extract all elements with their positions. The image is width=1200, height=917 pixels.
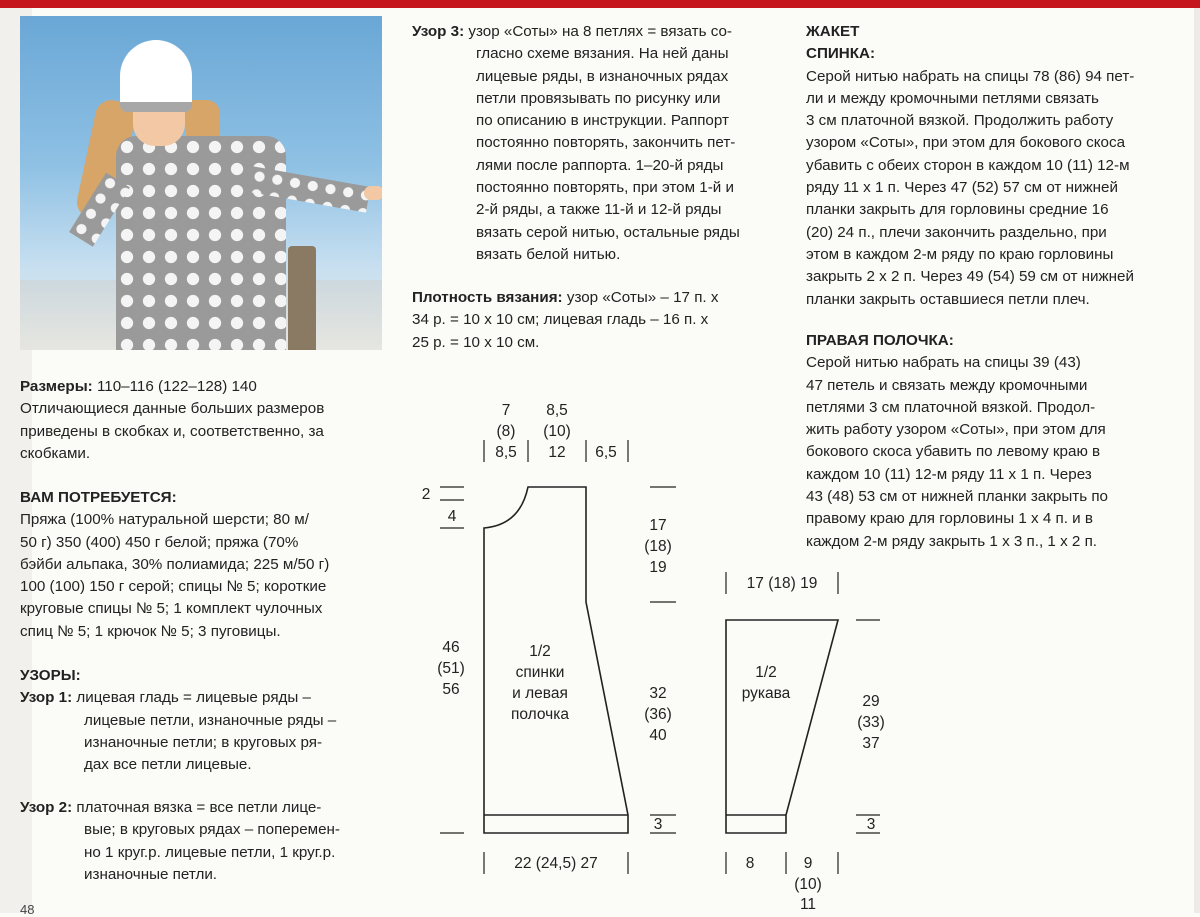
back-line: убавить с обеих сторон в каждом 10 (11) 12-м [806,156,1130,174]
front-line: жить работу узором «Соты», при этом для [806,421,1106,439]
pattern3-block [412,21,776,266]
dim-left-2: 2 [421,486,431,503]
body-label-1: 1/2 [529,643,551,660]
dim-mid-3: 12 [548,444,566,461]
pattern2-label: Узор 2: [20,799,73,816]
pattern1-line: лицевая гладь = лицевые ряды – [76,689,311,707]
back-line: (20) 24 п., плечи закончить раздельно, при [806,223,1107,241]
dim-hem: 3 [653,816,663,833]
red-top-bar [0,0,1200,8]
back-line: закрыть 2 х 2 п. Через 49 (54) 59 см от нижней [806,268,1134,286]
pattern2-line: платочная вязка = все петли лице- [76,799,322,816]
pattern3-line: по описанию в инструкции. Раппорт [476,112,729,130]
dim-sleeve-height-3: 37 [862,735,880,752]
body-label-2: спинки [515,664,565,681]
materials-line: спиц № 5; 1 крючок № 5; 3 пуговицы. [20,622,281,640]
right-front-block [806,330,1170,553]
dim-mid-2: (10) [543,423,571,440]
body-label-3: и левая [512,685,568,702]
body-piece-outline [484,487,628,833]
sizes-label: Размеры: [20,378,93,395]
right-front-title: ПРАВАЯ ПОЛОЧКА: [806,332,954,349]
dim-sleeve-bottom-2: (10) [794,876,822,893]
materials-line: Пряжа (100% натуральной шерсти; 80 м/ [20,511,309,529]
back-title: СПИНКА: [806,45,876,63]
back-line: Серой нитью набрать на спицы 78 (86) 94 пет- [806,67,1135,85]
pattern3-line: лями после раппорта. 1–20-й ряды [476,156,724,174]
sizes-line: Отличающиеся данные больших размеров [20,400,325,418]
back-line: планки закрыть оставшиеся петли плеч. [806,290,1090,308]
dim-armhole-3: 19 [649,559,667,576]
pattern2-line: но 1 круг.р. лицевые петли, 1 круг.р. [84,843,336,861]
dim-armhole-1: 17 [649,517,667,534]
pattern3-line: постоянно повторять, при этом 1-й и [476,179,734,197]
materials-block [20,487,382,643]
pattern1-line: дах все петли лицевые. [84,756,252,774]
dim-shoulder: 6,5 [595,444,617,461]
gauge-label: Плотность вязания: [412,289,563,306]
gauge-block [412,287,776,354]
jacket-back-block [806,21,1170,311]
dim-left-4: 4 [447,508,457,525]
back-line: узором «Соты», при этом для бокового скоса [806,134,1126,152]
dim-cuff: 3 [866,816,876,833]
dim-sleeve-height-2: (33) [857,714,885,731]
pattern2-line: изнаночные петли. [84,865,218,883]
dim-height-3: 56 [442,681,460,698]
sizes-value: 110–116 (122–128) 140 [92,378,257,395]
pattern1-line: лицевые петли, изнаночные ряды – [84,711,337,729]
pattern3-line: гласно схеме вязания. На ней даны [476,45,729,63]
gauge-line: 34 р. = 10 х 10 см; лицевая гладь – 16 п. х [412,311,709,329]
dim-sleeve-height-1: 29 [862,693,880,710]
jacket-title: ЖАКЕТ [806,23,860,40]
back-line: ли и между кромочными петлями связать [806,89,1099,107]
front-line: каждом 2-м ряду закрыть 1 х 3 п., 1 х 2 п. [806,532,1098,550]
right-page-edge [1194,8,1200,913]
materials-line: круговые спицы № 5; 1 комплект чулочных [20,600,323,618]
pattern2-block [20,797,382,886]
pattern1-line: изнаночные петли; в круговых ря- [84,733,323,751]
dim-side-2: (36) [644,706,672,723]
dim-neck-1: 7 [501,402,511,419]
pattern3-line: вязать белой нитью. [476,245,621,263]
back-line: 3 см платочной вязкой. Продолжить работу [806,112,1114,130]
dim-sleeve-bottom-1: 9 [803,855,813,872]
materials-line: бэйби альпака, 30% полиамида; 225 м/50 г) [20,555,330,573]
page-number: 48 [20,902,35,917]
pattern3-line: 2-й ряды, а также 11-й и 12-й ряды [476,201,722,219]
back-line: планки закрыть для горловины средние 16 [806,201,1109,219]
dim-height-2: (51) [437,660,465,677]
back-line: ряду 11 х 1 п. Через 47 (52) 57 см от нижней [806,179,1118,197]
materials-line: 50 г) 350 (400) 450 г белой; пряжа (70% [20,533,299,551]
back-line: этом в каждом 2-м ряду по краю горловины [806,245,1114,263]
materials-line: 100 (100) 150 г серой; спицы № 5; короткие [20,578,327,596]
dim-mid-1: 8,5 [546,402,568,419]
pattern3-line: постоянно повторять, закончить пет- [476,134,736,152]
front-line: каждом 10 (11) 12-м ряду 11 х 1 п. Через [806,465,1092,483]
front-line: 43 (48) 53 см от нижней планки закрыть по [806,488,1109,506]
patterns-block [20,665,382,776]
sleeve-label-2: рукава [741,685,791,702]
dim-sleeve-top: 17 (18) 19 [746,575,818,592]
dim-side-1: 32 [649,685,667,702]
dim-armhole-2: (18) [644,538,672,555]
dim-sleeve-bottom-left: 8 [745,855,755,872]
dim-width: 22 (24,5) 27 [514,855,598,872]
gauge-line: узор «Соты» – 17 п. х [562,289,719,306]
pattern3-line: узор «Соты» на 8 петлях = вязать со- [468,23,732,40]
dim-height-1: 46 [442,639,460,656]
front-line: 47 петель и связать между кромочными [806,376,1088,394]
front-line: Серой нитью набрать на спицы 39 (43) [806,354,1081,372]
sleeve-label-1: 1/2 [755,664,777,681]
dim-sleeve-bottom-3: 11 [799,896,817,913]
front-line: правому краю для горловины 1 х 4 п. и в [806,510,1093,528]
pattern1-label: Узор 1: [20,689,73,707]
pattern3-line: лицевые ряды, в изнаночных рядах [476,67,729,85]
sizes-line: скобками. [20,444,91,462]
front-line: петлями 3 см платочной вязкой. Продол- [806,398,1096,416]
patterns-title: УЗОРЫ: [20,667,81,684]
sizes-block [20,376,382,465]
dim-neck-3: 8,5 [495,444,517,461]
sizes-line: приведены в скобках и, соответственно, за [20,422,324,440]
knit-hat [120,40,192,112]
sleeve-outline [726,620,838,833]
materials-title: ВАМ ПОТРЕБУЕТСЯ: [20,489,177,506]
pattern2-line: вые; в круговых рядах – поперемен- [84,821,340,839]
dim-side-3: 40 [649,727,667,744]
dim-neck-2: (8) [496,423,516,440]
pattern3-label: Узор 3: [412,23,465,40]
pattern3-line: петли провязывать по рисунку или [476,89,721,107]
front-line: бокового скоса убавить по левому краю в [806,443,1101,461]
body-label-4: полочка [511,706,569,723]
photo-girl-in-jacket [20,16,382,350]
gauge-line: 25 р. = 10 х 10 см. [412,333,540,351]
pattern3-line: вязать серой нитью, остальные ряды [476,223,740,241]
